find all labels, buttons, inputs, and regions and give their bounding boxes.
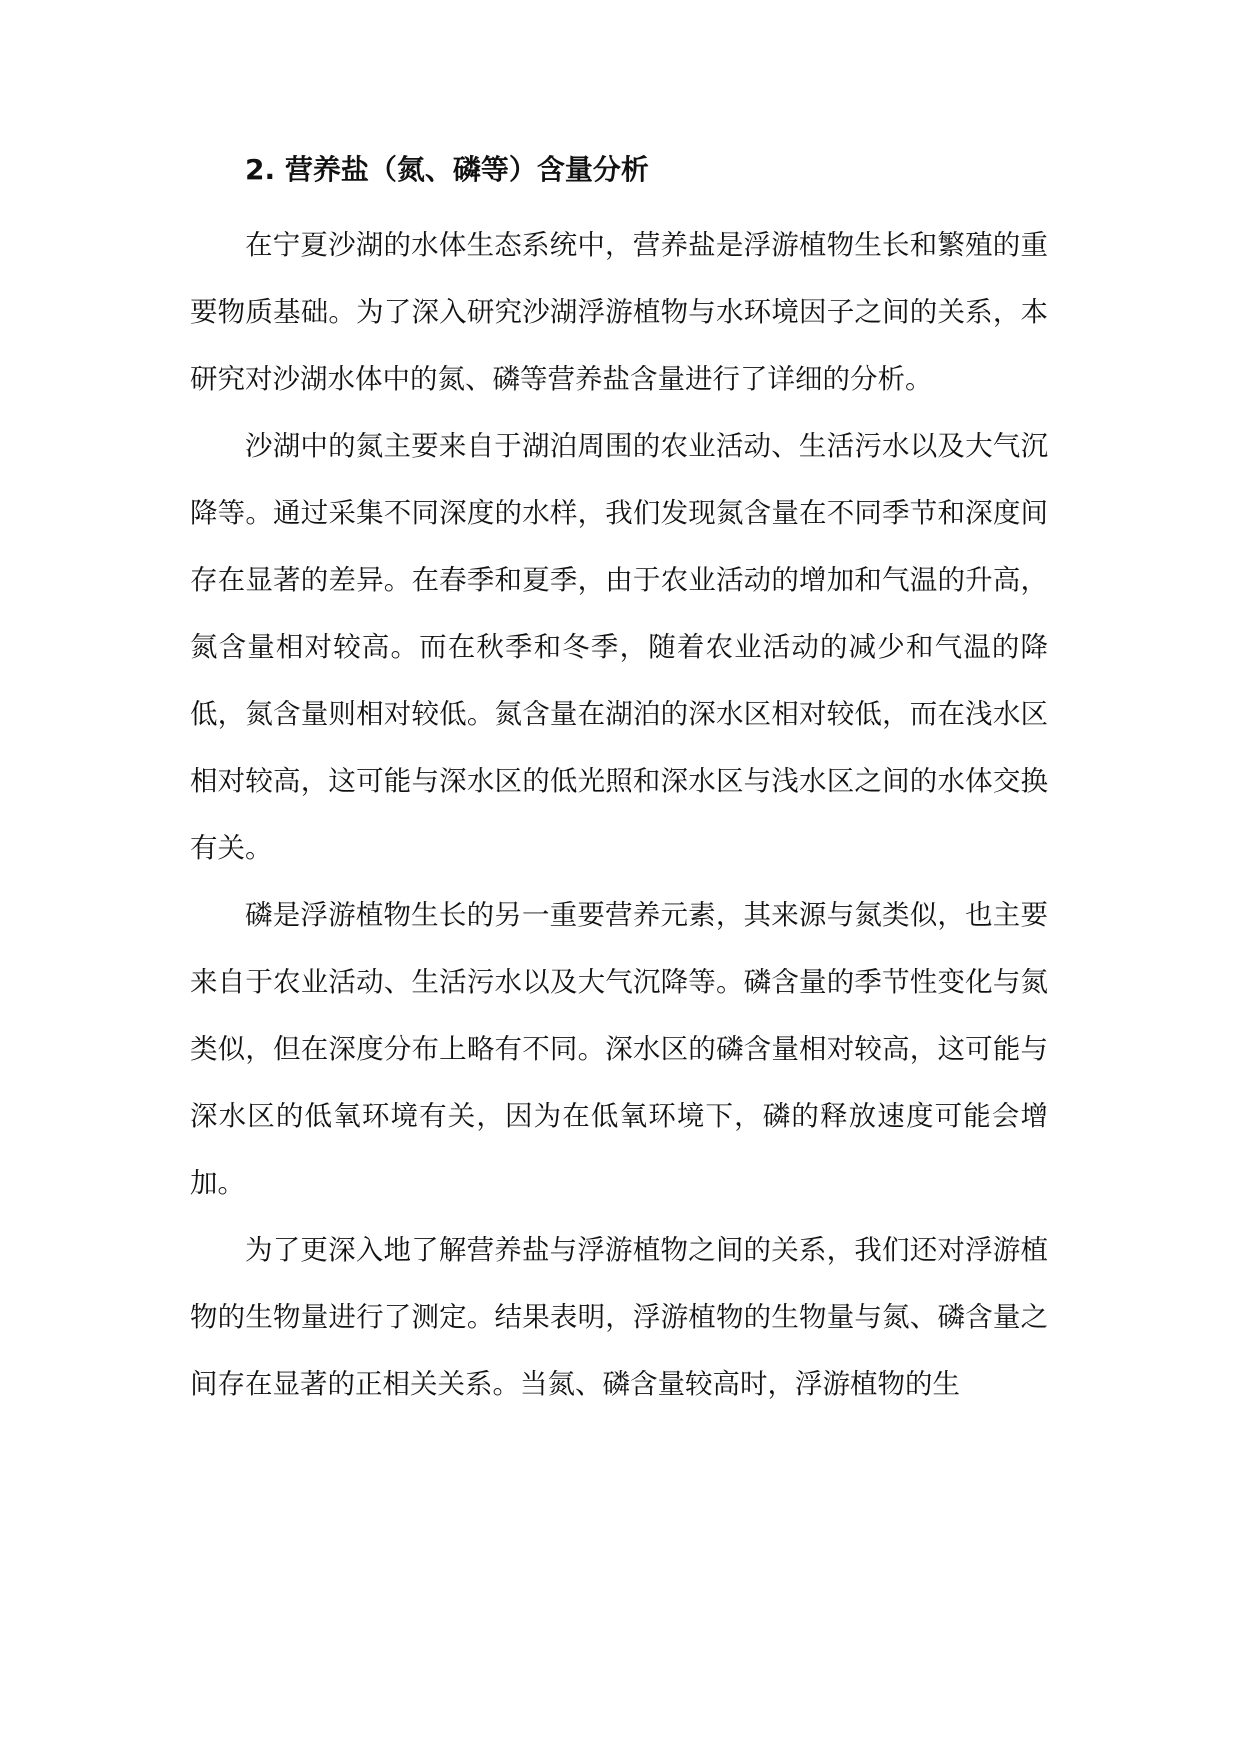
paragraph-1: 在宁夏沙湖的水体生态系统中，营养盐是浮游植物生长和繁殖的重要物质基础。为了深入研究沙湖浮游植物与水环境因子之间的关系，本研究对沙湖水体中的氮、磷等营养盐含量进行了详细的分析。 <box>190 229 1048 395</box>
paragraph-3: 磷是浮游植物生长的另一重要营养元素，其来源与氮类似，也主要来自于农业活动、生活污水以及大气沉降等。磷含量的季节性变化与氮类似，但在深度分布上略有不同。深水区的磷含量相对较高，这可能与深水区的低氧环境有关，因为在低氧环境下，磷的释放速度可能会增加。 <box>190 899 1048 1199</box>
document-body <box>190 145 1048 1418</box>
paragraph-2: 沙湖中的氮主要来自于湖泊周围的农业活动、生活污水以及大气沉降等。通过采集不同深度的水样，我们发现氮含量在不同季节和深度间存在显著的差异。在春季和夏季，由于农业活动的增加和气温的升高，氮含量相对较高。而在秋季和冬季，随着农业活动的减少和气温的降低，氮含量则相对较低。氮含量在湖泊的深水区相对较低，而在浅水区相对较高，这可能与深水区的低光照和深水区与浅水区之间的水体交换有关。 <box>190 430 1048 864</box>
section-heading: 2. 营养盐（氮、磷等）含量分析 <box>245 153 649 186</box>
paragraph-4: 为了更深入地了解营养盐与浮游植物之间的关系，我们还对浮游植物的生物量进行了测定。结果表明，浮游植物的生物量与氮、磷含量之间存在显著的正相关关系。当氮、磷含量较高时，浮游植物的生 <box>190 1234 1048 1400</box>
